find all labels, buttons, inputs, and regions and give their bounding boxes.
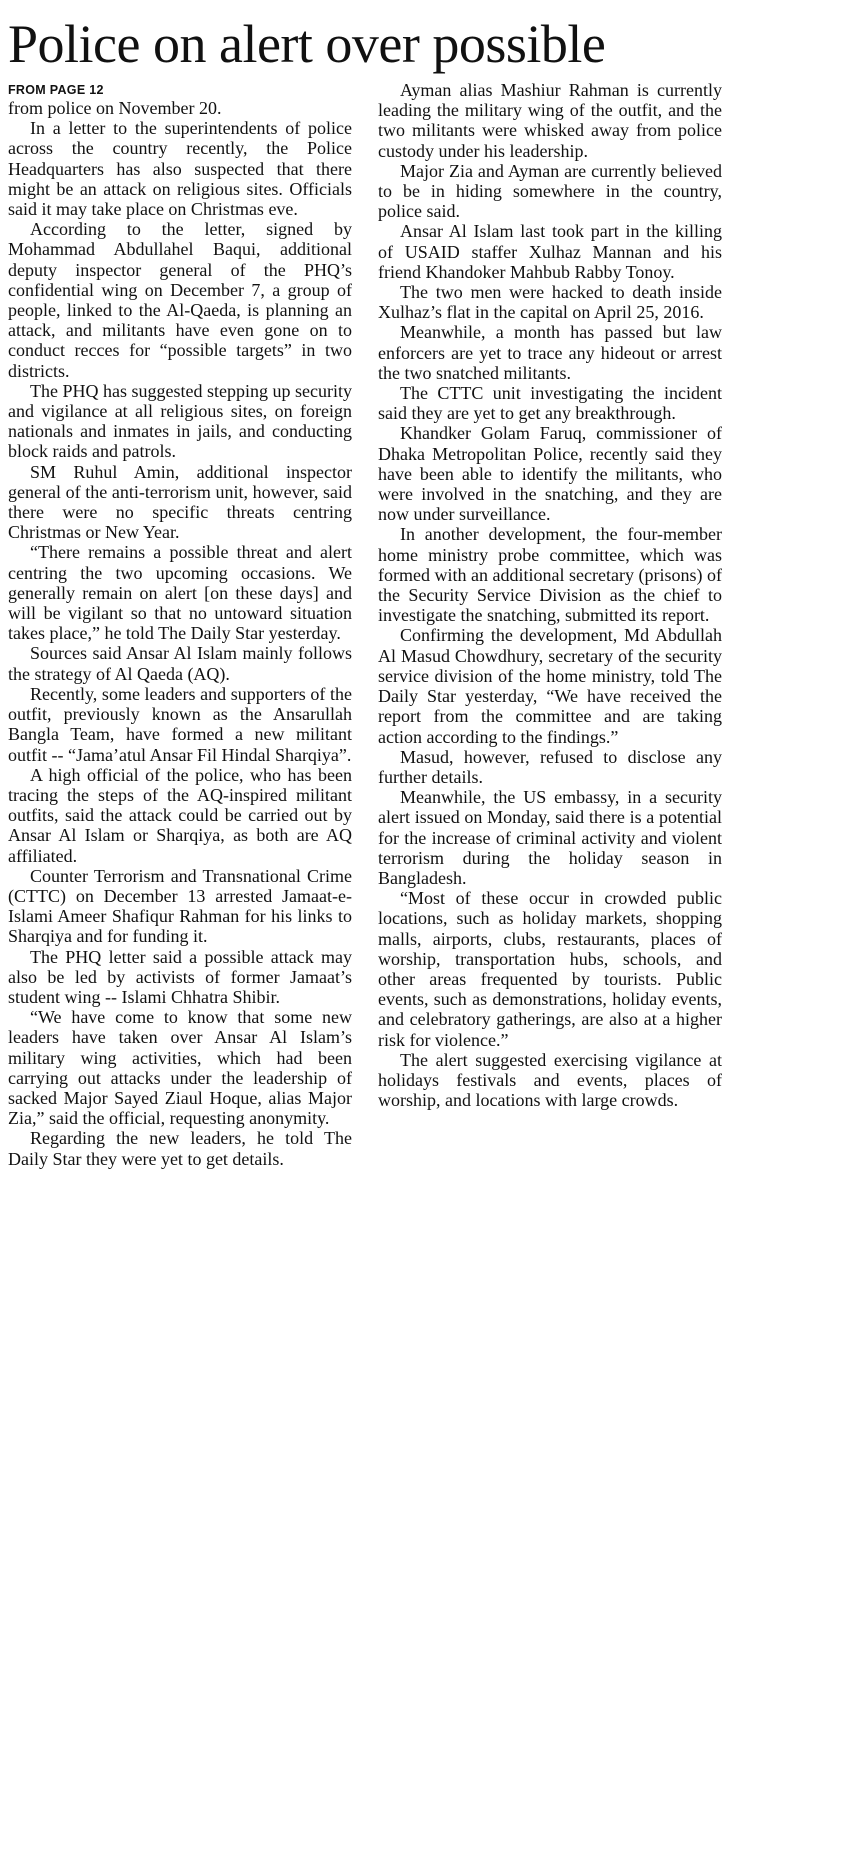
paragraph: The two men were hacked to death inside Xulhaz’s flat in the capital on April 25, 2016. xyxy=(378,282,722,323)
paragraph: The PHQ letter said a possible attack may also be led by activists of former Jamaat’s student wing -- Islami Chhatra Shibir. xyxy=(8,946,352,1007)
article-columns xyxy=(8,80,728,1169)
paragraph: In a letter to the superintendents of police across the country recently, the Police Headquarters has also suspected that there might be an attack on religious sites. Officials said it may take place on Christmas eve. xyxy=(8,118,352,220)
paragraph: According to the letter, signed by Mohammad Abdullahel Baqui, additional deputy inspector general of the PHQ’s confidential wing on December 7, a group of people, linked to the Al-Qaeda, is planning an attack, and militants have even gone on to conduct recces for “possible targets” in two districts. xyxy=(8,219,352,381)
paragraph: Counter Terrorism and Transnational Crime (CTTC) on December 13 arrested Jamaat-e-Islami Ameer Shafiqur Rahman for his links to Sharqiya and for funding it. xyxy=(8,865,352,947)
paragraph: Recently, some leaders and supporters of the outfit, previously known as the Ansarullah Bangla Team, have formed a new militant outfit -- “Jama’atul Ansar Fil Hindal Sharqiya”. xyxy=(8,683,352,765)
paragraph: “We have come to know that some new leaders have taken over Ansar Al Islam’s military wing activities, which had been carrying out attacks under the leadership of sacked Major Sayed Ziaul Hoque, alias Major Zia,” said the official, requesting anonymity. xyxy=(8,1007,352,1129)
paragraph: Confirming the development, Md Abdullah Al Masud Chowdhury, secretary of the security service division of the home ministry, told The Daily Star yesterday, “We have received the report from the committee and are taking action according to the findings.” xyxy=(378,625,722,747)
right-column xyxy=(378,80,722,1169)
paragraph: “Most of these occur in crowded public locations, such as holiday markets, shopping malls, airports, clubs, restaurants, places of worship, transportation hubs, schools, and other areas frequented by tourists. Public events, such as demonstrations, holiday events, and celebratory gatherings, are also at a higher risk for violence.” xyxy=(378,888,722,1050)
paragraph: Ansar Al Islam last took part in the killing of USAID staffer Xulhaz Mannan and his friend Khandoker Mahbub Rabby Tonoy. xyxy=(378,221,722,282)
paragraph: from police on November 20. xyxy=(8,98,222,118)
paragraph: SM Ruhul Amin, additional inspector general of the anti-terrorism unit, however, said there were no specific threats centring Christmas or New Year. xyxy=(8,461,352,543)
left-column xyxy=(8,80,352,1169)
paragraph: Meanwhile, the US embassy, in a security alert issued on Monday, said there is a potential for the increase of criminal activity and violent terrorism during the holiday season in Bangladesh. xyxy=(378,787,722,888)
paragraph: A high official of the police, who has been tracing the steps of the AQ-inspired militant outfits, said the attack could be carried out by Ansar Al Islam or Sharqiya, as both are AQ affiliated. xyxy=(8,764,352,866)
paragraph: “There remains a possible threat and alert centring the two upcoming occasions. We generally remain on alert [on these days] and will be vigilant so that no untoward situation takes place,” he told The Daily Star yesterday. xyxy=(8,542,352,644)
paragraph: In another development, the four-member home ministry probe committee, which was formed with an additional secretary (prisons) of the Security Service Division as the chief to investigate the snatching, submitted its report. xyxy=(378,524,722,626)
headline: Police on alert over possible xyxy=(8,14,606,74)
paragraph: Ayman alias Mashiur Rahman is currently leading the military wing of the outfit, and the two militants were whisked away from police custody under his leadership. xyxy=(378,80,722,161)
paragraph: The CTTC unit investigating the incident said they are yet to get any breakthrough. xyxy=(378,383,722,424)
paragraph: Masud, however, refused to disclose any further details. xyxy=(378,746,722,787)
paragraph: The PHQ has suggested stepping up security and vigilance at all religious sites, on foreign nationals and inmates in jails, and conducting block raids and patrols. xyxy=(8,380,352,462)
paragraph: Regarding the new leaders, he told The Daily Star they were yet to get details. xyxy=(8,1128,352,1169)
paragraph: The alert suggested exercising vigilance at holidays festivals and events, places of worship, and locations with large crowds. xyxy=(378,1049,722,1111)
dateline: FROM PAGE 12 xyxy=(8,83,104,97)
paragraph: Meanwhile, a month has passed but law enforcers are yet to trace any hideout or arrest the two snatched militants. xyxy=(378,322,722,383)
paragraph: Sources said Ansar Al Islam mainly follows the strategy of Al Qaeda (AQ). xyxy=(8,643,352,684)
paragraph: Khandker Golam Faruq, commissioner of Dhaka Metropolitan Police, recently said they have been able to identify the militants, who were involved in the snatching, and they are now under surveillance. xyxy=(378,423,722,525)
paragraph: Major Zia and Ayman are currently believed to be in hiding somewhere in the country, police said. xyxy=(378,160,722,222)
